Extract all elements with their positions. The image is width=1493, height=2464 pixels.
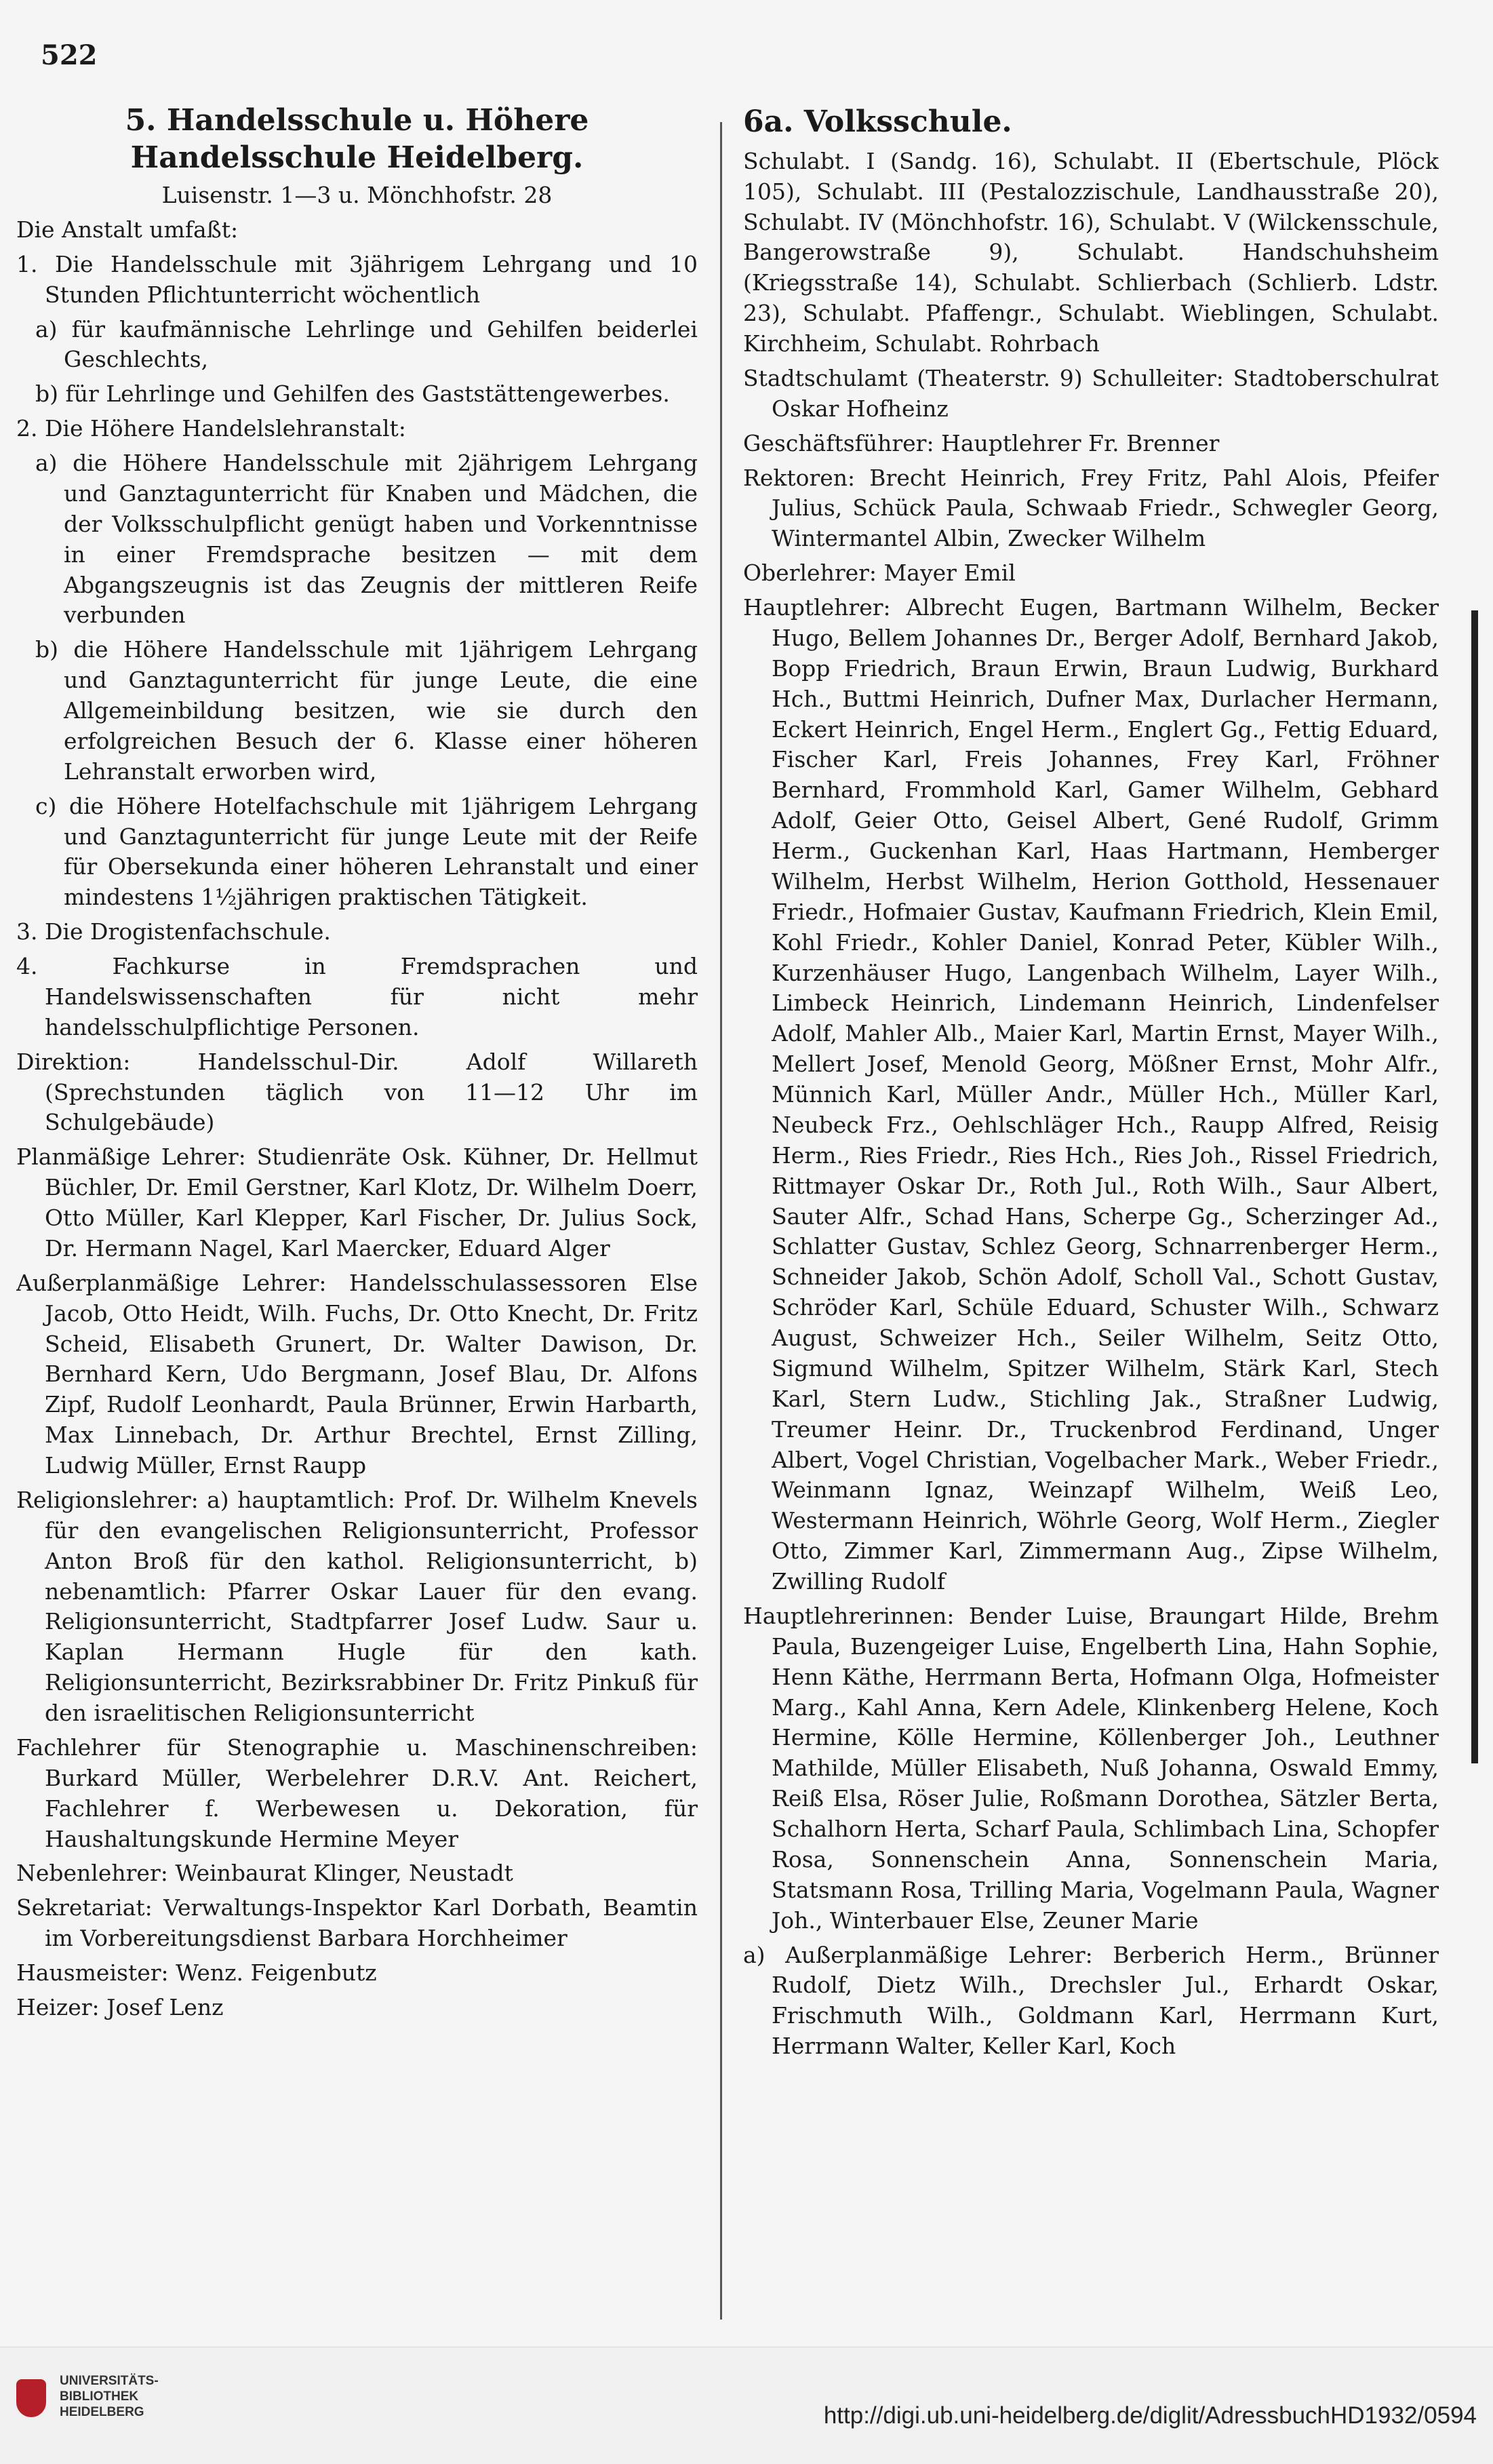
item-3: 3. Die Drogistenfachschule. [16, 918, 331, 945]
intro-text: Die Anstalt umfaßt: [16, 216, 239, 243]
nebenlehrer-entry: Nebenlehrer: Weinbaurat Klinger, Neustadt [16, 1860, 513, 1887]
geschaeftsfuehrer-entry: Geschäftsführer: Hauptlehrer Fr. Brenner [743, 429, 1220, 456]
section-title-handelsschule: 5. Handelsschule u. Höhere Handelsschule Heidelberg. [125, 103, 589, 175]
right-column [743, 102, 1439, 2320]
item-2c: c) die Höhere Hotelfachschule mit 1jährigem Lehrgang und Ganztagunterricht für junge Leute mit der Reife für Obersekunda einer höheren Lehranstalt und einer mindestens 1½jährigen praktischen Tätigkeit. [35, 792, 698, 911]
item-2a: a) die Höhere Handelsschule mit 2jährigem Lehrgang und Ganztagunterricht für Knaben und Mädchen, die der Volksschulpflicht genügt haben und Vorkenntnisse in einer Fremdsprache besitzen — mit dem Abgangszeugnis ist das Zeugnis der mittleren Reife verbunden [35, 450, 698, 629]
stadtschulamt-entry: Stadtschulamt (Theaterstr. 9) Schulleiter: Stadtoberschulrat Oskar Hofheinz [743, 364, 1439, 422]
fachlehrer-entry: Fachlehrer für Stenographie u. Maschinenschreiben: Burkard Müller, Werbelehrer D.R.V. Ant. Reichert, Fachlehrer f. Werbewesen u. Dekoration, für Haushaltungskunde Hermine Meyer [16, 1734, 698, 1852]
column-divider [720, 122, 722, 2320]
planmaessige-lehrer-entry: Planmäßige Lehrer: Studienräte Osk. Kühner, Dr. Hellmut Büchler, Dr. Emil Gerstner, Karl Klotz, Dr. Wilhelm Doerr, Otto Müller, Karl Klepper, Karl Fischer, Dr. Julius Sock, Dr. Hermann Nagel, Karl Maercker, Eduard Alger [16, 1143, 698, 1262]
library-name-line-1: UNIVERSITÄTS- [60, 2374, 159, 2388]
library-name [60, 2374, 159, 2420]
religionslehrer-entry: Religionslehrer: a) hauptamtlich: Prof. Dr. Wilhelm Knevels für den evangelischen Religionsunterricht, Professor Anton Broß für den kathol. Religionsunterricht, b) nebenamtlich: Pfarrer Oskar Lauer für den evang. Religionsunterricht, Stadtpfarrer Josef Ludw. Saur u. Kaplan Hermann Hugle für den kath. Religionsunterricht, Bezirksrabbiner Dr. Fritz Pinkuß für den israelitischen Religionsunterricht [16, 1486, 698, 1726]
ausserplanmaessige-lehrer-entry: Außerplanmäßige Lehrer: Handelsschulassessoren Else Jacob, Otto Heidt, Wilh. Fuchs, Dr. Otto Knecht, Dr. Fritz Scheid, Elisabeth Grunert, Dr. Walter Dawison, Dr. Bernhard Kern, Udo Bergmann, Josef Blau, Dr. Alfons Zipf, Rudolf Leonhardt, Paula Brünner, Erwin Harbarth, Max Linnebach, Dr. Arthur Brechtel, Ernst Zilling, Ludwig Müller, Ernst Raupp [16, 1269, 698, 1479]
hauptlehrerinnen-entry: Hauptlehrerinnen: Bender Luise, Braungart Hilde, Brehm Paula, Buzengeiger Luise, Engelberth Lina, Hahn Sophie, Henn Käthe, Herrmann Berta, Hofmann Olga, Hofmeister Marg., Kahl Anna, Kern Adele, Klinkenberg Helene, Koch Hermine, Kölle Hermine, Köllenberger Joh., Leuthner Mathilde, Müller Elisabeth, Nuß Johanna, Oswald Emmy, Reiß Elsa, Röser Julie, Roßmann Dorothea, Sätzler Berta, Schalhorn Herta, Scharf Paula, Schlimbach Lina, Schopfer Rosa, Sonnenschein Anna, Sonnenschein Maria, Statsmann Rosa, Trilling Maria, Vogelmann Paula, Wagner Joh., Winterbauer Else, Zeuner Marie [743, 1602, 1439, 1934]
item-4: 4. Fachkurse in Fremdsprachen und Handelswissenschaften für nicht mehr handelsschulpflichtige Personen. [16, 953, 698, 1040]
heizer-entry: Heizer: Josef Lenz [16, 1993, 224, 2020]
item-2b: b) die Höhere Handelsschule mit 1jährigem Lehrgang und Ganztagunterricht für junge Leute, die eine Allgemeinbildung besitzen, wie sie durch den erfolgreichen Besuch der 6. Klasse einer höheren Lehranstalt erworben wird, [35, 636, 698, 785]
page-edge-shadow [1471, 610, 1478, 1763]
source-url-link[interactable]: http://digi.ub.uni-heidelberg.de/diglit/AdressbuchHD1932/0594 [823, 2402, 1477, 2429]
direktion-entry: Direktion: Handelsschul-Dir. Adolf Willareth (Sprechstunden täglich von 11—12 Uhr im Schulgebäude) [16, 1048, 698, 1136]
hauptlehrer-entry: Hauptlehrer: Albrecht Eugen, Bartmann Wilhelm, Becker Hugo, Bellem Johannes Dr., Berger Adolf, Bernhard Jakob, Bopp Friedrich, Braun Erwin, Braun Ludwig, Burkhard Hch., Buttmi Heinrich, Dufner Max, Durlacher Hermann, Eckert Heinrich, Engel Herm., Englert Gg., Fettig Eduard, Fischer Karl, Freis Johannes, Frey Karl, Fröhner Bernhard, Frommhold Karl, Gamer Wilhelm, Gebhard Adolf, Geier Otto, Geisel Albert, Gené Rudolf, Grimm Herm., Guckenhan Karl, Haas Hartmann, Hemberger Wilhelm, Herbst Wilhelm, Herion Gotthold, Hessenauer Friedr., Hofmaier Gustav, Kaufmann Friedrich, Klein Emil, Kohl Friedr., Kohler Daniel, Konrad Peter, Kübler Wilh., Kurzenhäuser Hugo, Langenbach Wilhelm, Layer Wilh., Limbeck Heinrich, Lindemann Heinrich, Lindenfelser Adolf, Mahler Alb., Maier Karl, Martin Ernst, Mayer Wilh., Mellert Josef, Menold Georg, Mößner Ernst, Mohr Alfr., Münnich Karl, Müller Andr., Müller Hch., Müller Karl, Neubeck Frz., Oehlschläger Hch., Raupp Alfred, Reisig Herm., Ries Friedr., Ries Hch., Ries Joh., Rissel Friedrich, Rittmayer Oskar Dr., Roth Jul., Roth Wilh., Saur Albert, Sauter Alfr., Schad Hans, Scherpe Gg., Scherzinger Ad., Schlatter Gustav, Schlez Georg, Schnarrenberger Herm., Schneider Jakob, Schön Adolf, Scholl Val., Schott Gustav, Schröder Karl, Schüle Eduard, Schuster Wilh., Schwarz August, Schweizer Hch., Seiler Wilhelm, Seitz Otto, Sigmund Wilhelm, Spitzer Wilhelm, Stärk Karl, Stech Karl, Stern Ludw., Stichling Jak., Straßner Ludwig, Treumer Heinr. Dr., Truckenbrod Ferdinand, Unger Albert, Vogel Christian, Vogelbacher Mark., Weber Friedr., Weinmann Ignaz, Weinzapf Wilhelm, Weiß Leo, Westermann Heinrich, Wöhrle Georg, Wolf Herm., Ziegler Otto, Zimmer Karl, Zimmermann Aug., Zipse Wilhelm, Zwilling Rudolf [743, 594, 1439, 1595]
rektoren-entry: Rektoren: Brecht Heinrich, Frey Fritz, Pahl Alois, Pfeifer Julius, Schück Paula, Schwaab Friedr., Schwegler Georg, Wintermantel Albin, Zwecker Wilhelm [743, 464, 1439, 552]
page-number: 522 [41, 39, 98, 71]
sekretariat-entry: Sekretariat: Verwaltungs-Inspektor Karl Dorbath, Beamtin im Vorbereitungsdienst Barbara Horchheimer [16, 1894, 698, 1952]
section-title-volksschule: 6a. Volksschule. [743, 104, 1012, 139]
school-address: Luisenstr. 1—3 u. Mönchhofstr. 28 [161, 182, 553, 208]
library-logo-icon [16, 2379, 46, 2417]
item-2: 2. Die Höhere Handelslehranstalt: [16, 415, 406, 442]
oberlehrer-entry: Oberlehrer: Mayer Emil [743, 560, 1016, 587]
ausserplanmaessige-lehrer-volksschule-entry: a) Außerplanmäßige Lehrer: Berberich Herm., Brünner Rudolf, Dietz Wilh., Drechsler Jul., Erhardt Oskar, Frischmuth Wilh., Goldmann Karl, Herrmann Kurt, Herrmann Walter, Keller Karl, Koch [743, 1941, 1439, 2060]
item-1: 1. Die Handelsschule mit 3jährigem Lehrgang und 10 Stunden Pflichtunterricht wöchentlich [16, 250, 698, 308]
library-name-line-3: HEIDELBERG [60, 2404, 144, 2419]
hausmeister-entry: Hausmeister: Wenz. Feigenbutz [16, 1959, 377, 1986]
item-1b: b) für Lehrlinge und Gehilfen des Gaststättengewerbes. [35, 380, 670, 408]
item-1a: a) für kaufmännische Lehrlinge und Gehilfen beiderlei Geschlechts, [35, 315, 698, 373]
left-column [16, 102, 698, 2292]
schulabteilungen-entry: Schulabt. I (Sandg. 16), Schulabt. II (Ebertschule, Plöck 105), Schulabt. III (Pestalozzischule, Landhausstraße 20), Schulabt. IV (Mönchhofstr. 16), Schulabt. V (Wilckensschule, Bangerowstraße 9), Schulabt. Handschuhsheim (Kriegsstraße 14), Schulabt. Schlierbach (Schlierb. Ldstr. 23), Schulabt. Pfaffengr., Schulabt. Wieblingen, Schulabt. Kirchheim, Schulabt. Rohrbach [743, 147, 1439, 357]
library-name-line-2: BIBLIOTHEK [60, 2389, 139, 2404]
